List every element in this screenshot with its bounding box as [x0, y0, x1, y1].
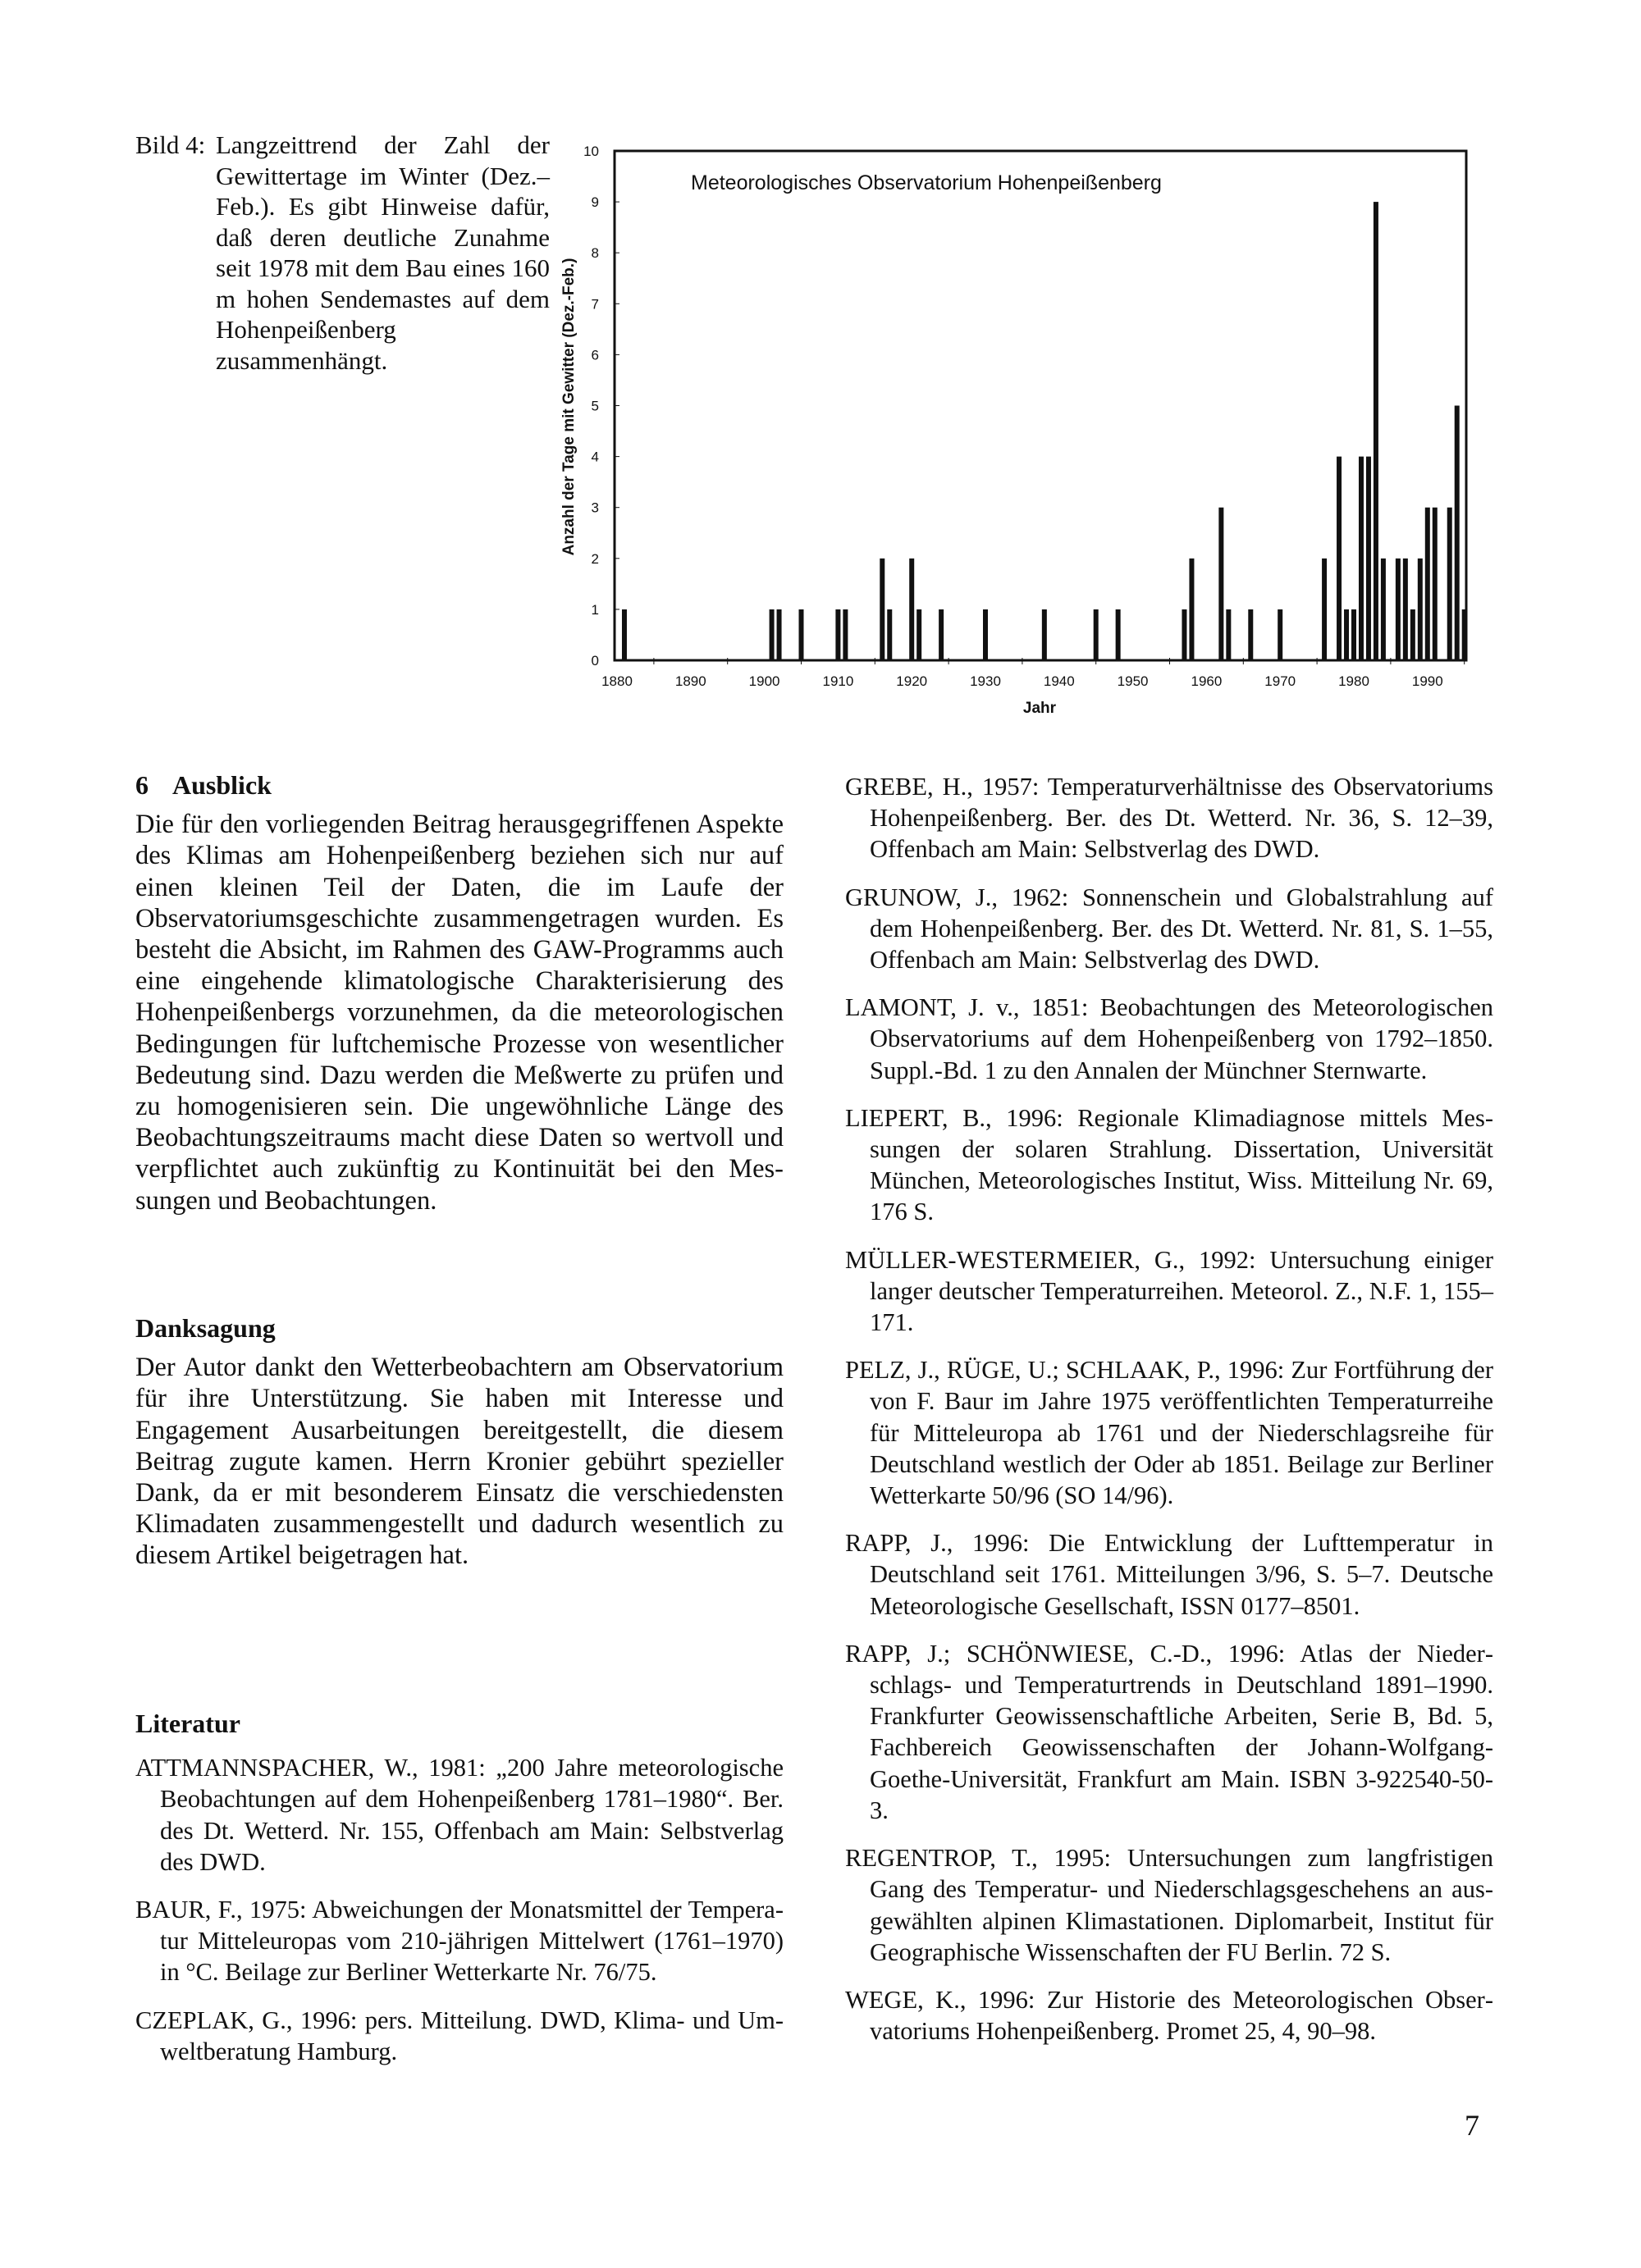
y-tick-label: 4 — [591, 449, 599, 465]
section-title: Ausblick — [172, 770, 272, 800]
y-tick-label: 2 — [591, 550, 599, 567]
bar-1987 — [1403, 559, 1408, 660]
bar-1995 — [1462, 609, 1467, 660]
y-tick-label: 7 — [591, 296, 599, 313]
y-tick-label: 3 — [591, 500, 599, 516]
x-tick-label: 1910 — [822, 673, 854, 689]
bar-1980 — [1351, 609, 1356, 660]
reference-item: RAPP, J., 1996: Die Entwicklung der Lufttemperatur in Deutschland seit 1761. Mitteilungen 3/96, S. 5–7. Deutsche Meteorologische Gesellschaft, ISSN 0177–8501. — [845, 1529, 1493, 1620]
x-tick-label: 1960 — [1191, 673, 1223, 689]
y-tick-label: 8 — [591, 245, 599, 262]
bar-1976 — [1322, 559, 1327, 660]
bar-1916 — [880, 559, 884, 660]
bar-1979 — [1344, 609, 1349, 660]
danksagung-paragraph: Der Autor dankt den Wetterbeobachtern am Observatorium für ihre Unterstützung. Sie haben mit Interesse und Engagement Ausarbeitungen bereitgestellt, die diesem Beitrag zugute kamen. Herrn Kronier gebührt spezieller Dank, da er mit besonderem Einsatz die verschiedensten Klimadaten zusammengestellt und dadurch wesentlich zu diesem Artikel beigetragen hat. — [135, 1353, 784, 1571]
bar-1902 — [777, 609, 782, 660]
bar-1957 — [1182, 609, 1186, 660]
section-number: 6 — [135, 770, 149, 800]
x-tick-label: 1920 — [896, 673, 928, 689]
reference-item: GRUNOW, J., 1962: Sonnenschein und Globalstrahlung auf dem Hohenpeißenberg. Ber. des Dt. Wetterd. Nr. 81, S. 1–55, Offenbach am Main: Selbstverlag des DWD. — [845, 883, 1493, 974]
x-tick-label: 1990 — [1411, 673, 1443, 689]
bar-1993 — [1447, 508, 1452, 660]
bar-1958 — [1189, 559, 1194, 660]
reference-item: CZEPLAK, G., 1996: pers. Mitteilung. DWD, Klima- und Umweltberatung Hamburg. — [135, 2006, 784, 2065]
bar-chart — [0, 0, 1641, 738]
bar-1911 — [843, 609, 848, 660]
reference-item: REGENTROP, T., 1995: Untersuchungen zum langfristigen Gang des Temperatur- und Niederschlagsgeschehens an ausgewählten alpinen Klimastationen. Diplomarbeit, Institut für Geographische Wissenschaften der FU Berlin. 72 S. — [845, 1844, 1493, 1966]
reference-item: PELZ, J., RÜGE, U.; SCHLAAK, P., 1996: Zur Fortführung der von F. Baur im Jahre 1975 veröffentlichten Temperaturreihe für Mitteleuropa ab 1761 und der Niederschlagsreihe für Deutschland westlich der Oder ab 1851. Beilage zur Berliner Wetterkarte 50/96 (SO 14/96). — [845, 1356, 1493, 1510]
bar-1924 — [939, 609, 944, 660]
figure-caption-text: Langzeittrend der Zahl der Gewittertage im Winter (Dez.–Feb.). Es gibt Hinweise dafür, daß deren deutliche Zunahme seit 1978 mit dem Bau eines 160 m hohen Sendemastes auf dem Hohenpeißenberg zusammenhängt. — [216, 130, 550, 375]
bar-1905 — [799, 609, 804, 660]
bar-1989 — [1418, 559, 1423, 660]
bar-1881 — [622, 609, 627, 660]
bar-1988 — [1410, 609, 1415, 660]
bar-1962 — [1218, 508, 1223, 660]
bar-1994 — [1455, 406, 1460, 661]
bar-1917 — [887, 609, 892, 660]
bar-1990 — [1425, 508, 1430, 660]
section-heading: Danksagung — [135, 1313, 276, 1343]
x-tick-label: 1930 — [970, 673, 1001, 689]
figure-label: Bild 4: — [135, 130, 206, 159]
bars — [622, 202, 1467, 660]
reference-item: WEGE, K., 1996: Zur Historie des Meteorologischen Observatoriums Hohenpeißenberg. Promet 25, 4, 90–98. — [845, 1985, 1493, 2046]
y-tick-label: 10 — [583, 144, 599, 159]
bar-1963 — [1226, 609, 1231, 660]
y-tick-label: 6 — [591, 347, 599, 363]
bar-1966 — [1248, 609, 1253, 660]
bar-1948 — [1116, 609, 1121, 660]
reference-item: LAMONT, J. v., 1851: Beobachtungen des Meteorologischen Observatoriums auf dem Hohenpeißenberg von 1792–1850. Suppl.-Bd. 1 zu den Annalen der Münchner Sternwarte. — [845, 993, 1493, 1084]
x-tick-label: 1900 — [748, 673, 780, 689]
bar-1970 — [1278, 609, 1282, 660]
bar-1986 — [1396, 559, 1401, 660]
bar-1984 — [1381, 559, 1386, 660]
x-tick-label: 1890 — [674, 673, 706, 689]
reference-list-continued — [845, 771, 1493, 2063]
x-tick-label: 1880 — [601, 673, 633, 689]
reference-item: GREBE, H., 1957: Temperaturverhältnisse des Observatoriums Hohenpeißenberg. Ber. des Dt. Wetterd. Nr. 36, S. 12–39, Offenbach am Main: Selbstverlag des DWD. — [845, 773, 1493, 864]
y-tick-label: 5 — [591, 398, 599, 414]
x-tick-labels — [601, 658, 1465, 689]
x-axis-label: Jahr — [1022, 700, 1057, 717]
reference-item: ATTMANNSPACHER, W., 1981: „200 Jahre meteorologische Beobachtungen auf dem Hohenpeißenberg 1781–1980“. Ber. des Dt. Wetterd. Nr. 155, Offenbach am Main: Selbstverlag des DWD. — [135, 1754, 784, 1876]
y-axis-label: Anzahl der Tage mit Gewitter (Dez.-Feb.) — [560, 258, 578, 556]
page-number: 7 — [1465, 2109, 1479, 2142]
section-heading — [135, 769, 784, 801]
ausblick-paragraph: Die für den vorliegenden Beitrag herausgegriffenen Aspekte des Klimas am Hohenpeißenberg beziehen sich nur auf einen kleinen Teil der Daten, die im Laufe der Observatoriumsgeschichte zusammengetragen wurden. Es besteht die Absicht, im Rahmen des GAW-Programms auch eine eingehende klimatologische Charakterisierung des Hohenpeißenbergs vorzunehmen, da die meteorologischen Bedingungen für luftchemische Prozesse von wesentlicher Bedeutung sind. Dazu werden die Meßwerte zu prüfen und zu homogenisieren sein. Die ungewöhnliche Länge des Beobachtungszeitraums macht diese Daten so wertvoll und verpflichtet auch zukünftig zu Kontinuität bei den Messungen und Beobachtungen. — [135, 810, 784, 1216]
x-tick-label: 1940 — [1043, 673, 1075, 689]
reference-item: LIEPERT, B., 1996: Regionale Klimadiagnose mittels Messungen der solaren Strahlung. Dissertation, Universität München, Meteorologisches Institut, Wiss. Mitteilung Nr. 69, 176 S. — [845, 1103, 1493, 1226]
bar-1978 — [1337, 457, 1342, 660]
x-tick-label: 1950 — [1117, 673, 1149, 689]
y-tick-label: 0 — [591, 653, 599, 669]
bar-1983 — [1374, 202, 1378, 660]
bar-1930 — [983, 609, 988, 660]
bar-1981 — [1359, 457, 1364, 660]
reference-item: RAPP, J.; SCHÖNWIESE, C.-D., 1996: Atlas der Niederschlags- und Temperaturtrends in Deutschland 1891–1990. Frankfurter Geowissenschaftliche Arbeiten, Serie B, Bd. 5, Fachbereich Geowissenschaften der Johann-Wolfgang-Goethe-Universität, Frankfurt am Main. ISBN 3-922540-50-3. — [845, 1639, 1493, 1824]
y-tick-label: 1 — [591, 601, 599, 618]
bar-1945 — [1094, 609, 1099, 660]
bar-1920 — [909, 559, 914, 660]
reference-item: BAUR, F., 1975: Abweichungen der Monatsmittel der Temperatur Mitteleuropas vom 210-jährigen Mittelwert (1761–1970) in °C. Beilage zur Berliner Wetterkarte Nr. 76/75. — [135, 1896, 784, 1987]
section-ausblick — [135, 769, 784, 1216]
bar-1921 — [916, 609, 921, 660]
bar-1910 — [835, 609, 840, 660]
x-tick-label: 1970 — [1264, 673, 1296, 689]
bar-1982 — [1366, 457, 1371, 660]
bar-1901 — [770, 609, 775, 660]
section-heading: Literatur — [135, 1709, 240, 1738]
bar-1991 — [1433, 508, 1438, 660]
y-tick-label: 9 — [591, 194, 599, 211]
reference-item: MÜLLER-WESTERMEIER, G., 1992: Untersuchung einiger langer deutscher Temperaturreihen. Meteorol. Z., N.F. 1, 155–171. — [845, 1245, 1493, 1337]
x-tick-label: 1980 — [1338, 673, 1369, 689]
chart-title: Meteorologisches Observatorium Hohenpeißenberg — [691, 171, 1162, 194]
section-danksagung — [135, 1312, 784, 1572]
section-literatur — [135, 1708, 784, 2083]
bar-1938 — [1042, 609, 1047, 660]
